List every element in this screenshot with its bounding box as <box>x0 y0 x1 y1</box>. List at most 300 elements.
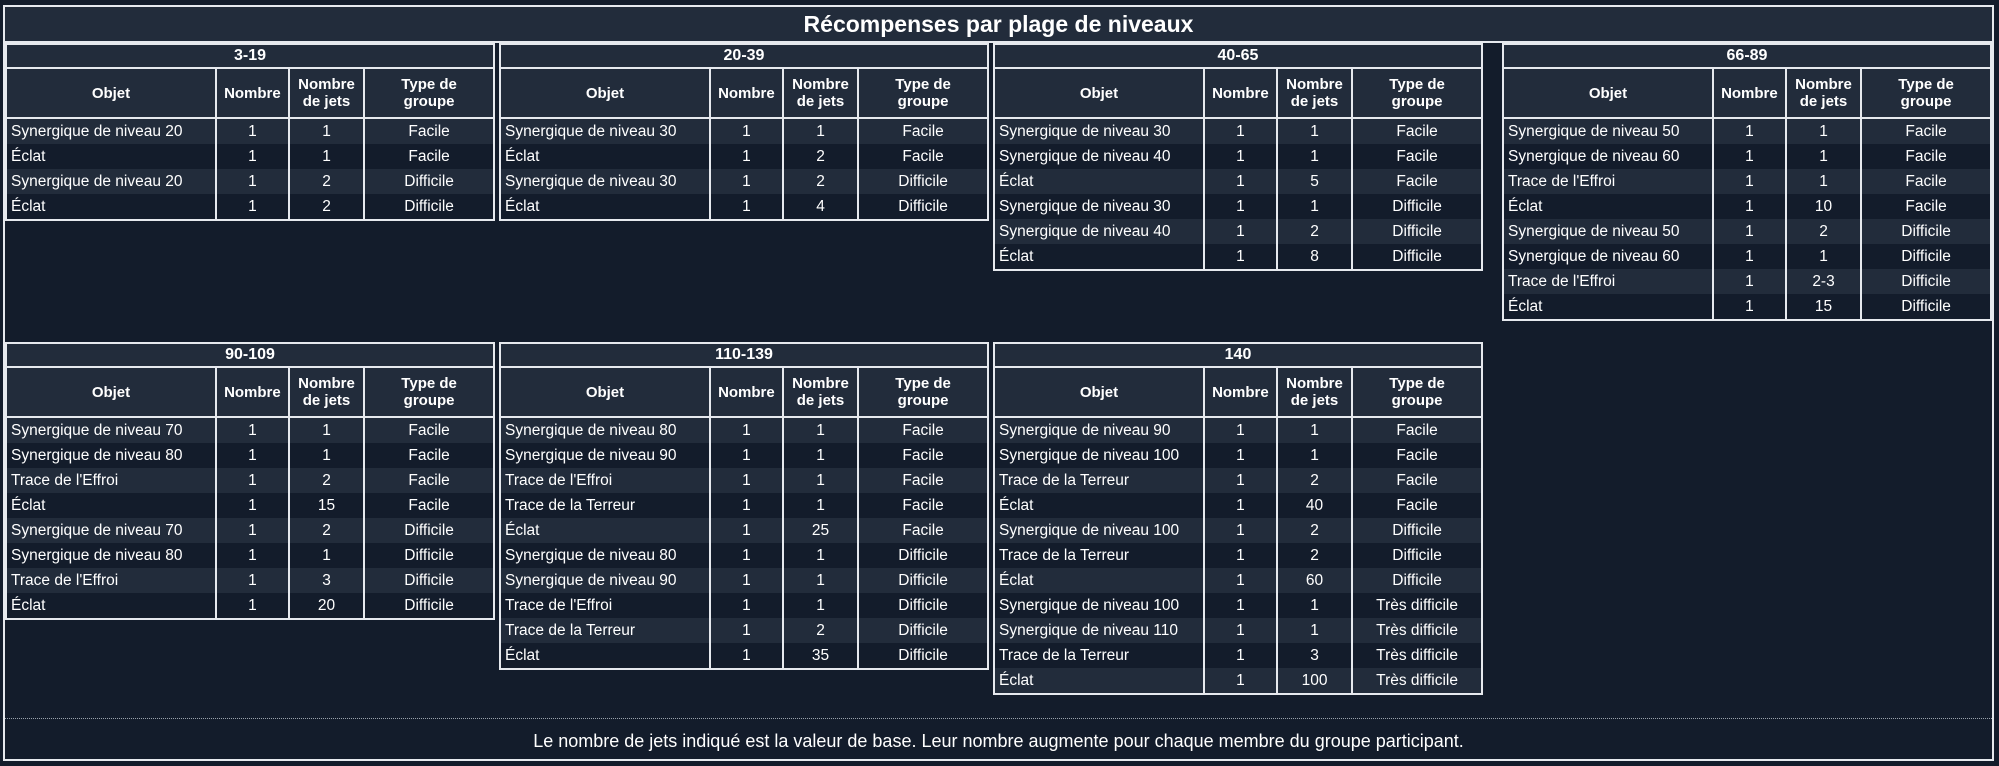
cell-nombre: 1 <box>216 568 289 593</box>
table-row <box>1504 244 1990 269</box>
cell-nombre: 1 <box>710 118 783 144</box>
table-row <box>7 518 493 543</box>
cell-type: Facile <box>1396 122 1438 140</box>
table-row <box>995 593 1481 618</box>
cell-jets: 1 <box>289 417 364 443</box>
rewards-table <box>501 368 987 668</box>
cell-type: Facile <box>1905 172 1947 190</box>
cell-nombre: 1 <box>1713 118 1786 144</box>
cell-type: Facile <box>408 446 450 464</box>
cell-nombre: 1 <box>1713 194 1786 219</box>
header-row <box>995 368 1481 417</box>
cell-nombre: 1 <box>1204 194 1277 219</box>
cell-objet: Synergique de niveau 80 <box>501 417 710 443</box>
col-nombre: Nombre <box>216 368 289 417</box>
col-objet: Objet <box>501 368 710 417</box>
table-row <box>995 643 1481 668</box>
cell-nombre: 1 <box>1713 144 1786 169</box>
cell-type: Difficile <box>898 172 948 190</box>
cell-jets: 60 <box>1277 568 1352 593</box>
cell-objet: Éclat <box>501 643 710 668</box>
range-block <box>5 43 495 221</box>
cell-jets: 2 <box>1277 543 1352 568</box>
table-row <box>501 417 987 443</box>
cell-objet: Trace de la Terreur <box>995 643 1204 668</box>
cell-objet: Synergique de niveau 40 <box>995 219 1204 244</box>
cell-jets: 1 <box>1786 169 1861 194</box>
col-objet: Objet <box>501 69 710 118</box>
cell-type: Difficile <box>898 621 948 639</box>
cell-nombre: 1 <box>216 518 289 543</box>
table-row <box>7 493 493 518</box>
cell-jets: 1 <box>1277 618 1352 643</box>
cell-objet: Éclat <box>1504 194 1713 219</box>
cell-type: Facile <box>408 147 450 165</box>
cell-objet: Synergique de niveau 80 <box>501 543 710 568</box>
cell-nombre: 1 <box>216 443 289 468</box>
table-row <box>7 169 493 194</box>
cell-jets: 1 <box>1277 144 1352 169</box>
divider <box>5 718 1992 719</box>
table-row <box>7 194 493 219</box>
cell-nombre: 1 <box>1204 169 1277 194</box>
table-row <box>995 493 1481 518</box>
cell-nombre: 1 <box>710 443 783 468</box>
cell-nombre: 1 <box>1204 443 1277 468</box>
cell-type: Difficile <box>404 172 454 190</box>
cell-objet: Éclat <box>995 668 1204 693</box>
range-block <box>499 342 989 670</box>
table-row <box>501 493 987 518</box>
cell-objet: Trace de l'Effroi <box>501 593 710 618</box>
table-row <box>7 144 493 169</box>
table-row <box>995 443 1481 468</box>
range-title: 20-39 <box>501 45 987 69</box>
table-row <box>995 169 1481 194</box>
range-title: 140 <box>995 344 1481 368</box>
table-row <box>501 169 987 194</box>
cell-objet: Synergique de niveau 60 <box>1504 144 1713 169</box>
table-row <box>7 593 493 618</box>
range-title: 3-19 <box>7 45 493 69</box>
cell-objet: Synergique de niveau 100 <box>995 443 1204 468</box>
table-row <box>501 618 987 643</box>
col-nombre-de-jets: Nombre de jets <box>1277 69 1352 118</box>
cell-objet: Synergique de niveau 30 <box>501 169 710 194</box>
cell-nombre: 1 <box>1204 118 1277 144</box>
cell-type: Difficile <box>1901 247 1951 265</box>
table-row <box>501 568 987 593</box>
cell-jets: 1 <box>783 593 858 618</box>
range-title: 90-109 <box>7 344 493 368</box>
col-nombre: Nombre <box>710 69 783 118</box>
table-row <box>1504 169 1990 194</box>
cell-jets: 1 <box>1277 194 1352 219</box>
col-objet: Objet <box>995 368 1204 417</box>
col-type-de-groupe: Type de groupe <box>858 69 987 118</box>
col-nombre: Nombre <box>710 368 783 417</box>
table-row <box>7 118 493 144</box>
cell-nombre: 1 <box>710 169 783 194</box>
table-row <box>501 518 987 543</box>
cell-nombre: 1 <box>710 593 783 618</box>
col-objet: Objet <box>1504 69 1713 118</box>
cell-type: Difficile <box>1392 571 1442 589</box>
cell-jets: 1 <box>783 568 858 593</box>
cell-type: Très difficile <box>1376 646 1459 664</box>
cell-objet: Synergique de niveau 110 <box>995 618 1204 643</box>
cell-objet: Trace de la Terreur <box>995 468 1204 493</box>
cell-objet: Éclat <box>995 244 1204 269</box>
cell-type: Facile <box>1905 197 1947 215</box>
table-row <box>995 668 1481 693</box>
cell-objet: Trace de l'Effroi <box>1504 169 1713 194</box>
cell-nombre: 1 <box>1204 417 1277 443</box>
cell-objet: Synergique de niveau 30 <box>995 118 1204 144</box>
cell-type: Très difficile <box>1376 596 1459 614</box>
cell-type: Très difficile <box>1376 621 1459 639</box>
cell-objet: Synergique de niveau 80 <box>7 543 216 568</box>
cell-objet: Éclat <box>7 493 216 518</box>
cell-type: Difficile <box>404 571 454 589</box>
cell-jets: 2-3 <box>1786 269 1861 294</box>
cell-objet: Synergique de niveau 100 <box>995 593 1204 618</box>
cell-type: Facile <box>902 147 944 165</box>
cell-objet: Synergique de niveau 70 <box>7 518 216 543</box>
cell-objet: Synergique de niveau 40 <box>995 144 1204 169</box>
col-nombre: Nombre <box>1204 368 1277 417</box>
cell-jets: 10 <box>1786 194 1861 219</box>
cell-nombre: 1 <box>1204 543 1277 568</box>
cell-type: Difficile <box>1901 297 1951 315</box>
table-row <box>1504 294 1990 319</box>
range-title: 40-65 <box>995 45 1481 69</box>
cell-jets: 8 <box>1277 244 1352 269</box>
cell-jets: 5 <box>1277 169 1352 194</box>
cell-nombre: 1 <box>216 543 289 568</box>
cell-nombre: 1 <box>710 643 783 668</box>
range-block <box>993 342 1483 695</box>
cell-jets: 1 <box>783 118 858 144</box>
cell-jets: 2 <box>783 169 858 194</box>
cell-nombre: 1 <box>1204 468 1277 493</box>
cell-objet: Éclat <box>995 169 1204 194</box>
cell-type: Difficile <box>1392 546 1442 564</box>
cell-type: Facile <box>1396 471 1438 489</box>
table-row <box>995 417 1481 443</box>
cell-type: Facile <box>1905 147 1947 165</box>
cell-type: Difficile <box>898 571 948 589</box>
cell-jets: 1 <box>289 543 364 568</box>
cell-nombre: 1 <box>710 493 783 518</box>
cell-jets: 15 <box>289 493 364 518</box>
table-row <box>501 144 987 169</box>
cell-type: Difficile <box>1392 197 1442 215</box>
col-type-de-groupe: Type de groupe <box>364 368 493 417</box>
cell-jets: 40 <box>1277 493 1352 518</box>
rewards-table <box>995 69 1481 269</box>
cell-nombre: 1 <box>1713 269 1786 294</box>
cell-objet: Éclat <box>501 194 710 219</box>
cell-type: Facile <box>408 471 450 489</box>
rewards-table <box>501 69 987 219</box>
table-row <box>995 518 1481 543</box>
table-row <box>501 643 987 668</box>
cell-objet: Synergique de niveau 30 <box>501 118 710 144</box>
col-nombre: Nombre <box>216 69 289 118</box>
cell-jets: 1 <box>783 468 858 493</box>
col-nombre-de-jets: Nombre de jets <box>783 69 858 118</box>
cell-nombre: 1 <box>216 118 289 144</box>
cell-objet: Trace de l'Effroi <box>7 568 216 593</box>
cell-objet: Trace de la Terreur <box>995 543 1204 568</box>
cell-jets: 2 <box>783 618 858 643</box>
cell-type: Facile <box>902 471 944 489</box>
rewards-table <box>7 69 493 219</box>
cell-type: Facile <box>408 496 450 514</box>
cell-type: Facile <box>902 421 944 439</box>
cell-jets: 35 <box>783 643 858 668</box>
cell-jets: 1 <box>783 417 858 443</box>
header-row <box>7 368 493 417</box>
cell-objet: Synergique de niveau 20 <box>7 118 216 144</box>
table-row <box>995 244 1481 269</box>
cell-type: Difficile <box>898 596 948 614</box>
cell-jets: 100 <box>1277 668 1352 693</box>
cell-objet: Trace de la Terreur <box>501 493 710 518</box>
cell-objet: Éclat <box>501 518 710 543</box>
col-nombre-de-jets: Nombre de jets <box>783 368 858 417</box>
cell-nombre: 1 <box>1204 618 1277 643</box>
cell-jets: 1 <box>783 443 858 468</box>
table-row <box>995 468 1481 493</box>
col-type-de-groupe: Type de groupe <box>364 69 493 118</box>
cell-jets: 3 <box>289 568 364 593</box>
cell-nombre: 1 <box>216 194 289 219</box>
cell-objet: Synergique de niveau 20 <box>7 169 216 194</box>
col-type-de-groupe: Type de groupe <box>858 368 987 417</box>
cell-objet: Synergique de niveau 90 <box>501 443 710 468</box>
cell-type: Facile <box>902 122 944 140</box>
col-type-de-groupe: Type de groupe <box>1352 69 1481 118</box>
cell-nombre: 1 <box>1204 144 1277 169</box>
cell-objet: Synergique de niveau 30 <box>995 194 1204 219</box>
cell-nombre: 1 <box>1713 219 1786 244</box>
rewards-table <box>1504 69 1990 319</box>
table-row <box>501 593 987 618</box>
col-nombre: Nombre <box>1204 69 1277 118</box>
cell-nombre: 1 <box>710 618 783 643</box>
cell-objet: Trace de l'Effroi <box>7 468 216 493</box>
cell-jets: 2 <box>783 144 858 169</box>
cell-type: Facile <box>1396 147 1438 165</box>
cell-objet: Éclat <box>501 144 710 169</box>
cell-jets: 1 <box>783 543 858 568</box>
cell-type: Facile <box>1396 172 1438 190</box>
cell-type: Difficile <box>1392 222 1442 240</box>
cell-type: Difficile <box>404 197 454 215</box>
cell-objet: Synergique de niveau 60 <box>1504 244 1713 269</box>
table-row <box>1504 269 1990 294</box>
col-objet: Objet <box>7 69 216 118</box>
cell-type: Difficile <box>898 197 948 215</box>
cell-jets: 1 <box>1277 443 1352 468</box>
cell-type: Facile <box>902 446 944 464</box>
cell-type: Difficile <box>1901 272 1951 290</box>
cell-nombre: 1 <box>710 468 783 493</box>
col-nombre-de-jets: Nombre de jets <box>289 368 364 417</box>
table-row <box>501 443 987 468</box>
table-row <box>7 468 493 493</box>
table-row <box>1504 118 1990 144</box>
cell-objet: Synergique de niveau 50 <box>1504 219 1713 244</box>
table-row <box>1504 144 1990 169</box>
table-row <box>501 118 987 144</box>
cell-nombre: 1 <box>1204 668 1277 693</box>
cell-type: Facile <box>408 122 450 140</box>
header-row <box>1504 69 1990 118</box>
range-block <box>5 342 495 620</box>
cell-type: Difficile <box>898 546 948 564</box>
table-row <box>501 468 987 493</box>
cell-jets: 2 <box>1277 219 1352 244</box>
cell-jets: 1 <box>1786 144 1861 169</box>
cell-objet: Éclat <box>7 194 216 219</box>
header-row <box>501 368 987 417</box>
range-title: 110-139 <box>501 344 987 368</box>
range-block <box>499 43 989 221</box>
cell-objet: Éclat <box>7 144 216 169</box>
cell-nombre: 1 <box>1204 493 1277 518</box>
cell-type: Difficile <box>1392 247 1442 265</box>
cell-objet: Trace de l'Effroi <box>1504 269 1713 294</box>
cell-jets: 2 <box>289 194 364 219</box>
footer-note: Le nombre de jets indiqué est la valeur de base. Leur nombre augmente pour chaque membre du groupe participant. <box>533 730 1464 751</box>
cell-type: Facile <box>1396 446 1438 464</box>
col-type-de-groupe: Type de groupe <box>1861 69 1990 118</box>
cell-jets: 20 <box>289 593 364 618</box>
range-block <box>1502 43 1992 321</box>
cell-type: Difficile <box>404 546 454 564</box>
cell-objet: Synergique de niveau 80 <box>7 443 216 468</box>
cell-type: Difficile <box>404 596 454 614</box>
cell-objet: Synergique de niveau 90 <box>501 568 710 593</box>
rewards-table <box>7 368 493 618</box>
rewards-panel <box>3 5 1994 761</box>
header-row <box>995 69 1481 118</box>
table-row <box>995 144 1481 169</box>
range-title: 66-89 <box>1504 45 1990 69</box>
table-row <box>995 618 1481 643</box>
cell-nombre: 1 <box>216 144 289 169</box>
header-row <box>501 69 987 118</box>
col-nombre-de-jets: Nombre de jets <box>1786 69 1861 118</box>
cell-jets: 1 <box>289 443 364 468</box>
cell-type: Facile <box>902 521 944 539</box>
cell-type: Difficile <box>1392 521 1442 539</box>
cell-objet: Synergique de niveau 90 <box>995 417 1204 443</box>
table-row <box>995 194 1481 219</box>
cell-type: Facile <box>408 421 450 439</box>
cell-nombre: 1 <box>710 417 783 443</box>
cell-jets: 2 <box>289 169 364 194</box>
table-row <box>7 543 493 568</box>
table-row <box>501 194 987 219</box>
cell-jets: 1 <box>1277 118 1352 144</box>
table-row <box>995 568 1481 593</box>
range-block <box>993 43 1483 271</box>
cell-type: Facile <box>902 496 944 514</box>
cell-nombre: 1 <box>710 518 783 543</box>
cell-nombre: 1 <box>1713 244 1786 269</box>
table-row <box>995 118 1481 144</box>
rewards-table <box>995 368 1481 693</box>
cell-type: Difficile <box>1901 222 1951 240</box>
table-row <box>1504 194 1990 219</box>
cell-objet: Éclat <box>995 493 1204 518</box>
cell-objet: Éclat <box>7 593 216 618</box>
cell-jets: 1 <box>783 493 858 518</box>
table-row <box>1504 219 1990 244</box>
page-title: Récompenses par plage de niveaux <box>5 7 1992 43</box>
cell-nombre: 1 <box>1713 169 1786 194</box>
col-objet: Objet <box>7 368 216 417</box>
cell-objet: Trace de l'Effroi <box>501 468 710 493</box>
cell-jets: 2 <box>1277 518 1352 543</box>
cell-nombre: 1 <box>216 468 289 493</box>
table-row <box>7 443 493 468</box>
cell-jets: 1 <box>1786 118 1861 144</box>
cell-nombre: 1 <box>1204 568 1277 593</box>
cell-objet: Synergique de niveau 100 <box>995 518 1204 543</box>
cell-nombre: 1 <box>1713 294 1786 319</box>
cell-nombre: 1 <box>710 194 783 219</box>
cell-jets: 2 <box>289 518 364 543</box>
col-nombre-de-jets: Nombre de jets <box>289 69 364 118</box>
cell-objet: Synergique de niveau 50 <box>1504 118 1713 144</box>
cell-nombre: 1 <box>1204 643 1277 668</box>
cell-nombre: 1 <box>710 144 783 169</box>
table-row <box>7 568 493 593</box>
table-row <box>7 417 493 443</box>
cell-jets: 1 <box>1277 593 1352 618</box>
cell-nombre: 1 <box>1204 219 1277 244</box>
cell-nombre: 1 <box>216 417 289 443</box>
cell-nombre: 1 <box>216 593 289 618</box>
cell-nombre: 1 <box>710 543 783 568</box>
cell-nombre: 1 <box>710 568 783 593</box>
cell-jets: 25 <box>783 518 858 543</box>
cell-type: Facile <box>1396 496 1438 514</box>
col-objet: Objet <box>995 69 1204 118</box>
col-type-de-groupe: Type de groupe <box>1352 368 1481 417</box>
cell-nombre: 1 <box>1204 244 1277 269</box>
table-row <box>501 543 987 568</box>
cell-nombre: 1 <box>1204 518 1277 543</box>
cell-type: Facile <box>1396 421 1438 439</box>
cell-jets: 2 <box>1786 219 1861 244</box>
cell-objet: Synergique de niveau 70 <box>7 417 216 443</box>
cell-jets: 2 <box>1277 468 1352 493</box>
cell-type: Difficile <box>404 521 454 539</box>
cell-jets: 1 <box>289 118 364 144</box>
cell-nombre: 1 <box>216 493 289 518</box>
cell-objet: Éclat <box>1504 294 1713 319</box>
header-row <box>7 69 493 118</box>
cell-jets: 2 <box>289 468 364 493</box>
table-row <box>995 543 1481 568</box>
cell-jets: 1 <box>289 144 364 169</box>
